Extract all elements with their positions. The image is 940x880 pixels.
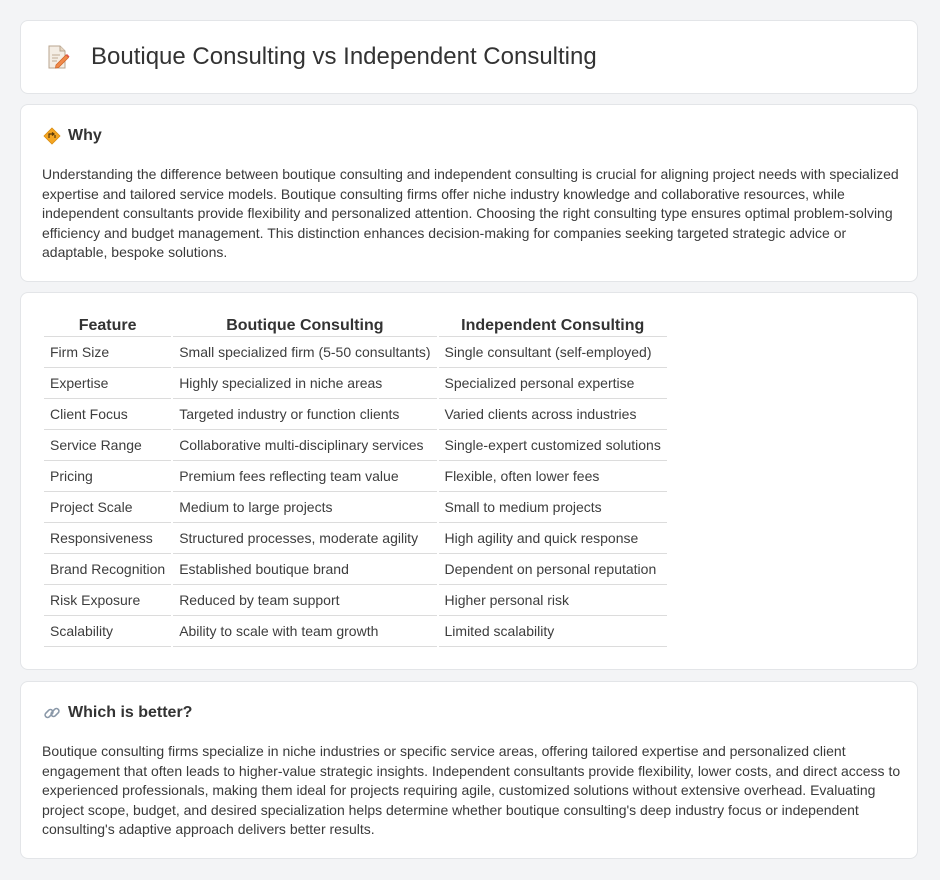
- table-cell: Ability to scale with team growth: [173, 616, 436, 647]
- table-cell: Expertise: [44, 368, 171, 399]
- table-header-row: [44, 313, 667, 337]
- table-cell: Premium fees reflecting team value: [173, 461, 436, 492]
- table-cell: Targeted industry or function clients: [173, 399, 436, 430]
- table-cell: Small to medium projects: [439, 492, 667, 523]
- column-header: Feature: [44, 313, 171, 337]
- table-cell: Single consultant (self-employed): [439, 337, 667, 368]
- table-cell: Pricing: [44, 461, 171, 492]
- table-row: [44, 585, 667, 616]
- column-header: Independent Consulting: [439, 313, 667, 337]
- table-cell: Higher personal risk: [439, 585, 667, 616]
- table-cell: Varied clients across industries: [439, 399, 667, 430]
- which-better-card: [20, 681, 918, 859]
- table-cell: Responsiveness: [44, 523, 171, 554]
- table-cell: Established boutique brand: [173, 554, 436, 585]
- why-title: Why: [68, 127, 102, 144]
- table-cell: High agility and quick response: [439, 523, 667, 554]
- table-cell: Brand Recognition: [44, 554, 171, 585]
- comparison-table: [42, 313, 669, 647]
- better-title: Which is better?: [68, 704, 193, 721]
- table-cell: Client Focus: [44, 399, 171, 430]
- table-cell: Single-expert customized solutions: [439, 430, 667, 461]
- table-cell: Reduced by team support: [173, 585, 436, 616]
- table-cell: Highly specialized in niche areas: [173, 368, 436, 399]
- link-icon: [43, 704, 61, 722]
- table-row: [44, 430, 667, 461]
- table-row: [44, 337, 667, 368]
- column-header: Boutique Consulting: [173, 313, 436, 337]
- table-row: [44, 399, 667, 430]
- table-cell: Specialized personal expertise: [439, 368, 667, 399]
- table-cell: Scalability: [44, 616, 171, 647]
- table-cell: Small specialized firm (5-50 consultants): [173, 337, 436, 368]
- table-cell: Medium to large projects: [173, 492, 436, 523]
- table-row: [44, 461, 667, 492]
- table-cell: Dependent on personal reputation: [439, 554, 667, 585]
- table-cell: Collaborative multi-disciplinary services: [173, 430, 436, 461]
- title-row: [45, 43, 597, 71]
- why-card: [20, 104, 918, 282]
- table-row: [44, 554, 667, 585]
- why-header: [43, 127, 102, 145]
- comparison-card: [20, 292, 918, 670]
- title-card: [20, 20, 918, 94]
- better-header: [43, 704, 192, 722]
- diamond-signal-icon: [43, 127, 61, 145]
- table-cell: Firm Size: [44, 337, 171, 368]
- table-row: [44, 616, 667, 647]
- table-cell: Flexible, often lower fees: [439, 461, 667, 492]
- page-title: Boutique Consulting vs Independent Consulting: [91, 43, 597, 70]
- table-row: [44, 492, 667, 523]
- table-cell: Service Range: [44, 430, 171, 461]
- table-row: [44, 523, 667, 554]
- why-paragraph: Understanding the difference between boutique consulting and independent consulting is crucial for aligning project needs with specialized expertise and tailored service models. Boutique consulting firms offer niche industry knowledge and collaborative resources, while independent consultants provide flexibility and personalized attention. Choosing the right consulting type ensures optimal problem-solving efficiency and budget management. This distinction enhances decision-making for companies seeking targeted strategic advice or adaptable, bespoke solutions.: [42, 166, 899, 261]
- table-row: [44, 368, 667, 399]
- document-edit-icon: [45, 44, 71, 70]
- better-paragraph: Boutique consulting firms specialize in niche industries or specific service areas, offering tailored expertise and personalized client engagement that often leads to higher-value strategic insights. Independent consultants provide flexibility, lower costs, and direct access to experienced professionals, making them ideal for projects requiring agile, customized solutions without extensive overhead. Evaluating project scope, budget, and desired specialization helps determine whether boutique consulting's deep industry focus or independent consulting's adaptive approach delivers better results.: [42, 743, 901, 838]
- table-cell: Risk Exposure: [44, 585, 171, 616]
- table-cell: Project Scale: [44, 492, 171, 523]
- table-cell: Limited scalability: [439, 616, 667, 647]
- table-cell: Structured processes, moderate agility: [173, 523, 436, 554]
